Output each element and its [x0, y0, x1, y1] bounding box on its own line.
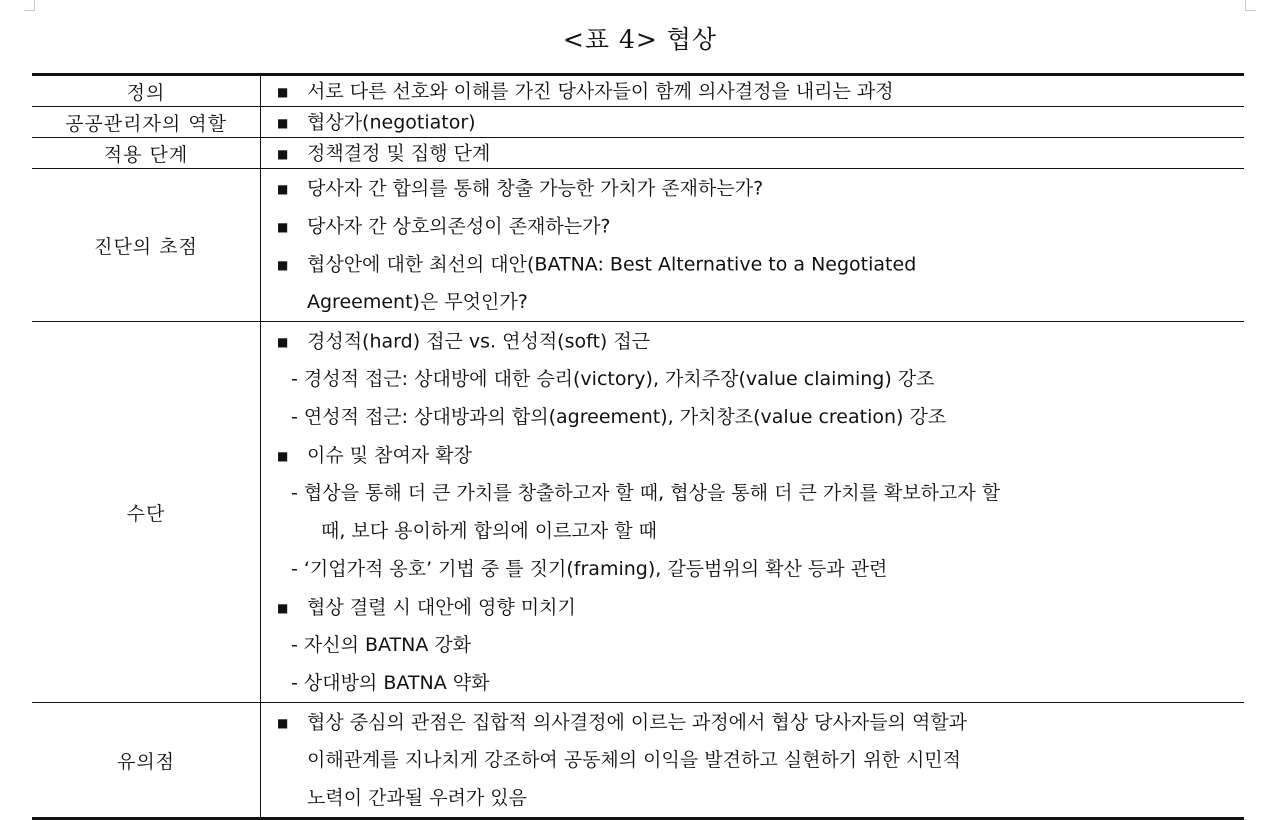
row-content	[261, 322, 1245, 703]
row-content	[261, 107, 1245, 138]
sub-item-text: 연성적 접근: 상대방과의 합의(agreement), 가치창조(value creation) 강조	[303, 406, 947, 428]
bullet-item	[277, 588, 1244, 626]
square-bullet-icon: ■	[277, 181, 289, 196]
table-row-diagnostic-focus	[32, 169, 1244, 322]
sub-item-text: ‘기업가적 옹호’ 기법 중 틀 짓기(framing), 갈등범위의 확산 등과 관련	[303, 558, 888, 580]
sub-item-text: 자신의 BATNA 강화	[303, 634, 472, 656]
bullet-continuation: Agreement)은 무엇인가?	[307, 291, 528, 313]
table-title: <표 4> 협상	[562, 25, 718, 54]
row-content	[261, 138, 1245, 169]
sub-item-text: 경성적 접근: 상대방에 대한 승리(victory), 가치주장(value claiming) 강조	[303, 368, 935, 390]
bullet-item	[277, 76, 1244, 106]
bullet-continuation: 노력이 간과될 우려가 있음	[307, 787, 528, 809]
table-row-manager-role	[32, 107, 1244, 138]
dash-marker-icon: -	[291, 634, 298, 656]
bullet-text: 협상안에 대한 최선의 대안(BATNA: Best Alternative to a Negotiated	[307, 253, 917, 276]
square-bullet-icon: ■	[277, 84, 289, 99]
square-bullet-icon: ■	[277, 334, 289, 349]
square-bullet-icon: ■	[277, 257, 289, 272]
bullet-text: 이슈 및 참여자 확장	[307, 444, 472, 467]
negotiation-table	[32, 73, 1244, 820]
square-bullet-icon: ■	[277, 715, 289, 730]
dash-marker-icon: -	[291, 558, 298, 580]
bullet-item	[277, 436, 1244, 474]
sub-item-text: 협상을 통해 더 큰 가치를 창출하고자 할 때, 협상을 통해 더 큰 가치를 확보하고자 할	[303, 482, 1001, 504]
square-bullet-icon: ■	[277, 448, 289, 463]
bullet-text: 협상가(negotiator)	[307, 111, 476, 134]
bullet-text: 협상 중심의 관점은 집합적 의사결정에 이르는 과정에서 협상 당사자들의 역할과	[307, 711, 968, 734]
row-content	[261, 703, 1245, 819]
sub-item	[277, 664, 1244, 702]
page-corner-mark-right	[1245, 0, 1256, 11]
bullet-item	[277, 245, 1244, 283]
bullet-item	[277, 169, 1244, 207]
bullet-item	[277, 107, 1244, 137]
sub-item	[277, 626, 1244, 664]
page-corner-mark-left	[24, 0, 35, 11]
sub-item-text: 상대방의 BATNA 약화	[303, 672, 490, 694]
bullet-continuation: 이해관계를 지나치게 강조하여 공동체의 이익을 발견하고 실현하기 위한 시민적	[307, 749, 961, 771]
sub-item-continuation: 때, 보다 용이하게 합의에 이르고자 할 때	[321, 520, 657, 542]
row-label: 적용 단계	[32, 138, 261, 169]
sub-item	[277, 398, 1244, 436]
dash-marker-icon: -	[291, 672, 298, 694]
bullet-item	[277, 703, 1244, 741]
bullet-text: 정책결정 및 집행 단계	[307, 142, 491, 165]
bullet-item	[277, 322, 1244, 360]
sub-item	[277, 474, 1244, 512]
row-label: 정의	[32, 75, 261, 107]
row-label: 진단의 초점	[32, 169, 261, 322]
dash-marker-icon: -	[291, 368, 298, 390]
table-row-caveats	[32, 703, 1244, 819]
bullet-text: 서로 다른 선호와 이해를 가진 당사자들이 함께 의사결정을 내리는 과정	[307, 80, 894, 103]
row-content	[261, 169, 1245, 322]
table-row-application-stage	[32, 138, 1244, 169]
bullet-item	[277, 138, 1244, 168]
sub-item	[277, 360, 1244, 398]
square-bullet-icon: ■	[277, 115, 289, 130]
bullet-text: 당사자 간 상호의존성이 존재하는가?	[307, 215, 611, 238]
dash-marker-icon: -	[291, 482, 298, 504]
sub-item	[277, 550, 1244, 588]
bullet-text: 협상 결렬 시 대안에 영향 미치기	[307, 596, 576, 619]
row-label: 수단	[32, 322, 261, 703]
table-row-definition	[32, 75, 1244, 107]
row-label: 공공관리자의 역할	[32, 107, 261, 138]
table-row-means	[32, 322, 1244, 703]
dash-marker-icon: -	[291, 406, 298, 428]
square-bullet-icon: ■	[277, 600, 289, 615]
row-label: 유의점	[32, 703, 261, 819]
square-bullet-icon: ■	[277, 219, 289, 234]
bullet-text: 경성적(hard) 접근 vs. 연성적(soft) 접근	[307, 330, 651, 353]
bullet-item	[277, 207, 1244, 245]
row-content	[261, 75, 1245, 107]
bullet-text: 당사자 간 합의를 통해 창출 가능한 가치가 존재하는가?	[307, 177, 764, 200]
square-bullet-icon: ■	[277, 146, 289, 161]
